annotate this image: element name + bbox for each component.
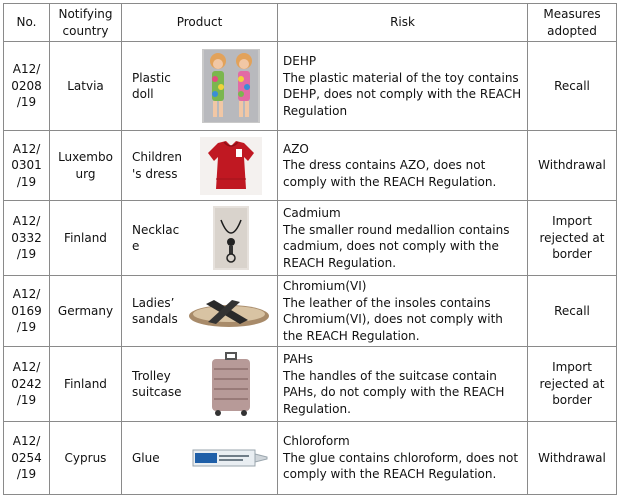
necklace-photo <box>213 206 249 270</box>
header-risk: Risk <box>278 4 528 42</box>
risk-cell <box>278 201 528 276</box>
measure-adopted: Import rejected at border <box>528 201 617 276</box>
product-cell <box>122 131 278 201</box>
product-cell <box>122 347 278 422</box>
product-name: Plastic doll <box>132 70 171 101</box>
header-country: Notifying country <box>50 4 122 42</box>
notification-number: A12/ 0208 /19 <box>4 42 50 131</box>
measure-adopted: Import rejected at border <box>528 347 617 422</box>
risk-cell <box>278 347 528 422</box>
table-row <box>4 347 617 422</box>
notifying-country: Latvia <box>50 42 122 131</box>
product-cell <box>122 422 278 495</box>
risk-substance: Chromium(VI) <box>283 279 367 293</box>
measure-adopted: Recall <box>528 42 617 131</box>
risk-description: The smaller round medallion contains cadmium, does not comply with the REACH Regulation. <box>283 222 510 270</box>
notifying-country: Cyprus <box>50 422 122 495</box>
notification-number: A12/ 0301 /19 <box>4 131 50 201</box>
suitcase-photo <box>206 351 256 417</box>
risk-cell <box>278 422 528 495</box>
product-name: Necklac e <box>132 222 180 253</box>
notifying-country: Luxembo urg <box>50 131 122 201</box>
measure-adopted: Withdrawal <box>528 131 617 201</box>
risk-description: The handles of the suitcase contain PAHs, do not comply with the REACH Regulation. <box>283 368 505 416</box>
risk-substance: DEHP <box>283 54 317 68</box>
notifying-country: Germany <box>50 276 122 347</box>
notification-number: A12/ 0169 /19 <box>4 276 50 347</box>
product-cell <box>122 276 278 347</box>
glue-photo <box>191 445 271 471</box>
product-cell <box>122 201 278 276</box>
product-name: Children 's dress <box>132 150 182 181</box>
notifying-country: Finland <box>50 347 122 422</box>
table-row <box>4 422 617 495</box>
risk-substance: Cadmium <box>283 206 341 220</box>
notification-number: A12/ 0332 /19 <box>4 201 50 276</box>
risk-substance: Chloroform <box>283 434 350 449</box>
notifying-country: Finland <box>50 201 122 276</box>
risk-description: The leather of the insoles contains Chromium(VI), does not comply with the REACH Regulation. <box>283 295 503 343</box>
header-row <box>4 4 617 42</box>
table-row <box>4 201 617 276</box>
doll-photo <box>202 49 260 123</box>
dress-photo <box>200 137 262 195</box>
product-cell <box>122 42 278 131</box>
risk-cell <box>278 131 528 201</box>
risk-cell <box>278 42 528 131</box>
measure-adopted: Withdrawal <box>528 422 617 495</box>
risk-substance: PAHs <box>283 352 313 366</box>
table-row <box>4 276 617 347</box>
notification-number: A12/ 0242 /19 <box>4 347 50 422</box>
table-row <box>4 42 617 131</box>
product-name: Ladies’ sandals <box>132 295 178 326</box>
table-row <box>4 131 617 201</box>
sandals-photo <box>186 290 272 332</box>
risk-description: The plastic material of the toy contains DEHP, does not comply with the REACH Regulation <box>283 70 522 118</box>
measure-adopted: Recall <box>528 276 617 347</box>
product-name: Glue <box>132 450 160 465</box>
notification-number: A12/ 0254 /19 <box>4 422 50 495</box>
risk-description: The dress contains AZO, does not comply with the REACH Regulation. <box>283 158 497 189</box>
product-name: Trolley suitcase <box>132 368 182 399</box>
header-no: No. <box>4 4 50 42</box>
header-measures: Measures adopted <box>528 4 617 42</box>
header-product: Product <box>122 4 278 42</box>
risk-description: The glue contains chloroform, does not comply with the REACH Regulation. <box>283 450 519 482</box>
reach-notifications-table <box>3 3 617 495</box>
risk-cell <box>278 276 528 347</box>
risk-substance: AZO <box>283 141 309 156</box>
